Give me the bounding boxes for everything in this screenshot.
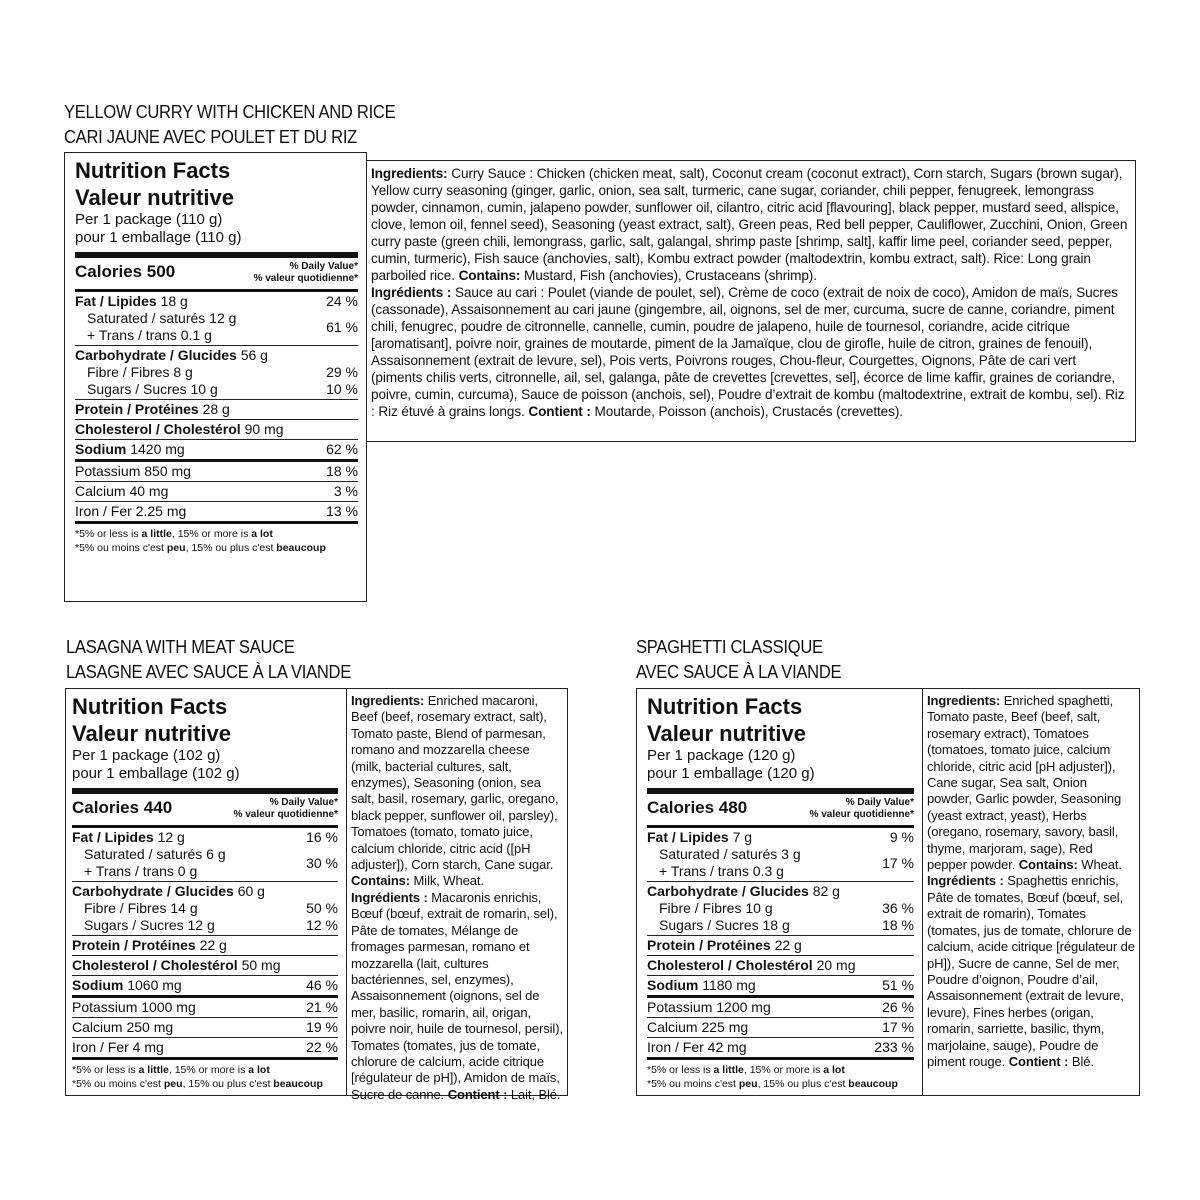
trans-label: + Trans / trans 0.1 g	[87, 327, 212, 343]
ingredients-en-text: Enriched spaghetti, Tomato paste, Beef (beef, salt, rosemary extract), Tomatoes (tomatoes, tomato juice, calcium chloride, citric acid [pH adjuster]), Cane sugar, Sea salt, Onion powder, Garlic powder, Seasoning (yeast extract, yeast), Herbs (oregano, rosemary, savory, basil, thyme, marjoram, sage), Red pepper powder.	[927, 693, 1122, 873]
sodium-amount: 1180 mg	[698, 977, 756, 993]
footnote-en: *5% or less is a little, 15% or more is a lot	[647, 1064, 845, 1076]
cholesterol-amount: 20 mg	[812, 957, 856, 973]
daily-value-en: % Daily Value*	[845, 797, 914, 808]
heading-fr: Valeur nutritive	[75, 185, 234, 210]
calories-value: Calories 500	[75, 262, 176, 281]
product-title-en: LASAGNA WITH MEAT SAUCE	[66, 637, 295, 657]
contains-en-text: Wheat.	[1077, 857, 1122, 873]
protein-amount: 22 g	[770, 937, 802, 953]
cholesterol-row	[75, 420, 358, 440]
nutrition-facts-table	[636, 688, 923, 1096]
protein-row	[75, 400, 358, 420]
product-title-en: YELLOW CURRY WITH CHICKEN AND RICE	[64, 102, 396, 122]
ingredients-box	[366, 160, 1136, 442]
cholesterol-row	[72, 956, 338, 976]
fibre-dv: 50 %	[306, 900, 338, 916]
daily-value-fr: % valeur quotidienne*	[253, 273, 358, 284]
potassium-row	[647, 998, 914, 1018]
iron-dv: 13 %	[326, 503, 358, 519]
contains-fr-label: Contient :	[447, 1086, 508, 1102]
calories-row	[72, 794, 338, 828]
saturated-label: Saturated / saturés 12 g	[87, 310, 237, 326]
contains-fr-text: Blé.	[1068, 1053, 1094, 1069]
product-title-fr: CARI JAUNE AVEC POULET ET DU RIZ	[64, 127, 358, 147]
ingredients-fr-text: Sauce au cari : Poulet (viande de poulet, sel), Crème de coco (extrait de noix de coco), Amidon de maïs, Sucres (cassonade), Assaisonnement au cari jaune (gingembre, ail, oignons, sel de mer, curcuma, sucre de canne, coriandre, piment chili, fenugrec, poudre de citronnelle, cannelle, cumin, poudre de jalapeno, huile de tournesol, coriandre, acide citrique [aromatisant], poivre noir, graines de moutarde, piment de la Jamaïque, clou de girofle, huile de citron, graines de fenouil), Assaisonnement (extrait de levure, sel), Pois verts, Poivrons rouges, Chou-fleur, Courgettes, Oignons, Pâte de cari vert (piments chilis verts, citronnelle, ail, sel, galanga, pâte de crevettes [crevettes, sel], écorce de lime kaffir, graines de coriandre, poivre, cumin, curcuma), Sauce de poisson (anchois, sel), Poudre d’extrait de kombu (maltodextrine, extrait de kombu, sel). Riz : Riz étuvé à grains longs.	[371, 285, 1125, 419]
protein-row	[647, 936, 914, 956]
fibre-label: Fibre / Fibres 14 g	[84, 900, 198, 916]
ingredients-fr-text: Spaghettis enrichis, Pâte de tomates, Bœuf (bœuf, sel, extrait de romarin), Tomates (tomates, jus de tomate, chlorure de calcium, acide citrique [régulateur de pH]), Sucre de canne, Sel de mer, Poudre d’oignon, Poudre d’ail, Assaisonnement (extrait de levure, levure), Fines herbes (origan, romarin, sarriette, basilic, thym, marjolaine, sauge), Poudre de piment rouge.	[927, 873, 1135, 1069]
fibre-label: Fibre / Fibres 8 g	[87, 364, 193, 380]
fat-dv: 9 %	[889, 829, 914, 845]
heading-en: Nutrition Facts	[75, 158, 231, 183]
nutrition-facts-table	[64, 152, 367, 602]
sodium-row	[647, 976, 914, 998]
product-title-fr: AVEC SAUCE À LA VIANDE	[636, 662, 842, 682]
ingredients-en-label: Ingredients:	[351, 693, 425, 708]
sugars-label: Sugars / Sucres 12 g	[84, 917, 215, 933]
ingredients-fr	[371, 284, 1131, 420]
footnote-fr: *5% ou moins c'est peu, 15% ou plus c'est beaucoup	[72, 1078, 323, 1090]
potassium-label: Potassium 1200 mg	[647, 999, 771, 1015]
footnote	[647, 1060, 914, 1094]
daily-value-fr: % valeur quotidienne*	[233, 809, 338, 820]
saturated-label: Saturated / saturés 3 g	[659, 846, 801, 862]
ingredients-en	[351, 693, 563, 890]
saturated-dv: 30 %	[306, 855, 338, 871]
fat-amount: 12 g	[153, 829, 185, 845]
fat-label: Fat / Lipides	[72, 829, 154, 845]
footnote-fr: *5% ou moins c'est peu, 15% ou plus c'est beaucoup	[647, 1078, 898, 1090]
sodium-amount: 1060 mg	[123, 977, 182, 993]
calcium-row	[647, 1018, 914, 1038]
sugars-label: Sugars / Sucres 18 g	[659, 917, 790, 933]
contains-fr-text: Lait, Blé.	[507, 1086, 561, 1102]
serving-size-en: Per 1 package (120 g)	[647, 747, 796, 764]
footnote-en: *5% or less is a little, 15% or more is a lot	[72, 1064, 270, 1076]
contains-en-label: Contains:	[458, 268, 521, 283]
cholesterol-row	[647, 956, 914, 976]
trans-label: + Trans / trans 0 g	[84, 863, 198, 879]
product-title-en: SPAGHETTI CLASSIQUE	[636, 637, 823, 657]
sodium-row	[72, 976, 338, 998]
carbohydrate-group	[75, 346, 358, 400]
carbohydrate-label: Carbohydrate / Glucides	[75, 347, 237, 363]
sodium-dv: 62 %	[326, 441, 358, 457]
fat-amount: 7 g	[728, 829, 753, 845]
iron-row	[647, 1038, 914, 1060]
ingredients-en-label: Ingredients:	[371, 166, 448, 181]
fat-group	[647, 828, 914, 882]
ingredients-box	[346, 688, 568, 1102]
sodium-label: Sodium	[72, 977, 124, 993]
daily-value-header	[254, 261, 358, 285]
fat-group	[75, 292, 358, 346]
serving-size-en: Per 1 package (102 g)	[72, 747, 221, 764]
sugars-dv: 18 %	[882, 917, 914, 933]
footnote	[72, 1060, 338, 1094]
ingredients-fr	[351, 890, 563, 1103]
serving-size-en: Per 1 package (110 g)	[75, 211, 223, 228]
carbohydrate-label: Carbohydrate / Glucides	[647, 883, 809, 899]
daily-value-en: % Daily Value*	[289, 261, 358, 272]
fibre-label: Fibre / Fibres 10 g	[659, 900, 773, 916]
carbohydrate-group	[72, 882, 338, 936]
sodium-amount: 1420 mg	[126, 441, 185, 457]
daily-value-en: % Daily Value*	[269, 797, 338, 808]
iron-label: Iron / Fer 42 mg	[647, 1039, 747, 1055]
ingredients-en-text: Enriched macaroni, Beef (beef, rosemary extract, salt), Tomato paste, Blend of parmesan, romano and mozzarella cheese (milk, bacterial cultures, salt, enzymes), Seasoning (onion, sea salt, basil, rosemary, garlic, oregano, black pepper, sunflower oil, parsley), Tomatoes (tomato, tomato juice, calcium chloride, citric acid ([pH adjuster]), Corn starch, Cane sugar.	[351, 693, 559, 873]
saturated-label: Saturated / saturés 6 g	[84, 846, 226, 862]
fat-label: Fat / Lipides	[75, 293, 157, 309]
ingredients-fr	[927, 873, 1135, 1070]
heading-fr: Valeur nutritive	[72, 721, 231, 746]
ingredients-en-text: Curry Sauce : Chicken (chicken meat, salt), Coconut cream (coconut extract), Corn starch, Sugars (brown sugar), Yellow curry seasoning (ginger, garlic, onion, sea salt, turmeric, cane sugar, coriander, chili pepper, fenugreek, lemongrass powder, cinnamon, cumin, jalapeno powder, sunflower oil, cilantro, citric acid [flavouring], black pepper, mustard seed, allspice, clove, lemon oil, fennel seed), Seasoning (yeast extract, salt), Green peas, Red bell pepper, Cauliflower, Zucchini, Onion, Green curry paste (green chili, lemongrass, garlic, salt, galangal, shrimp paste [shrimp, salt], kaffir lime peel, coriander seed, pepper, cumin, turmeric), Fish sauce (anchovies, salt), Kombu extract powder (maltodextrin, kombu extract, salt). Rice: Long grain parboiled rice.	[371, 166, 1128, 283]
product-title-fr: LASAGNE AVEC SAUCE À LA VIANDE	[66, 662, 352, 682]
calcium-row	[72, 1018, 338, 1038]
serving-size-fr: pour 1 emballage (102 g)	[72, 765, 240, 782]
calories-value: Calories 480	[647, 798, 748, 817]
serving-size-fr: pour 1 emballage (120 g)	[647, 765, 815, 782]
fat-dv: 16 %	[306, 829, 338, 845]
ingredients-fr-label: Ingrédients :	[351, 889, 428, 905]
calcium-dv: 17 %	[882, 1019, 914, 1035]
iron-label: Iron / Fer 2.25 mg	[75, 503, 187, 519]
iron-dv: 233 %	[874, 1039, 914, 1055]
fat-dv: 24 %	[326, 293, 358, 309]
ingredients-box	[922, 688, 1140, 1096]
calcium-row	[75, 482, 358, 502]
protein-label: Protein / Protéines	[647, 937, 771, 953]
ingredients-en-label: Ingredients:	[927, 693, 1001, 708]
calories-row	[647, 794, 914, 828]
heading-en: Nutrition Facts	[647, 694, 803, 719]
sodium-label: Sodium	[647, 977, 699, 993]
sodium-dv: 51 %	[882, 977, 914, 993]
daily-value-fr: % valeur quotidienne*	[809, 809, 914, 820]
potassium-label: Potassium 1000 mg	[72, 999, 196, 1015]
cholesterol-label: Cholesterol / Cholestérol	[75, 421, 241, 437]
ingredients-fr-text: Macaronis enrichis, Bœuf (bœuf, extrait de romarin, sel), Pâte de tomates, Mélange de fromages parmesan, romano et mozzarella (lait, cultures bactériennes, sel, enzymes), Assaisonnement (oignons, sel de mer, basilic, romarin, ail, origan, poivre noir, huile de tournesol, persil), Tomates (tomates, jus de tomate, chlorure de calcium, acide citrique [régulateur de pH]), Amidon de maïs, Sucre de canne.	[351, 889, 563, 1102]
potassium-dv: 18 %	[326, 463, 358, 479]
trans-label: + Trans / trans 0.3 g	[659, 863, 784, 879]
contains-en-text: Mustard, Fish (anchovies), Crustaceans (shrimp).	[520, 268, 817, 283]
heading-fr: Valeur nutritive	[647, 721, 806, 746]
nutrition-facts-table	[65, 688, 347, 1096]
fat-amount: 18 g	[156, 293, 188, 309]
saturated-dv: 17 %	[882, 855, 914, 871]
sugars-label: Sugars / Sucres 10 g	[87, 381, 218, 397]
serving-size-fr: pour 1 emballage (110 g)	[75, 229, 242, 246]
sugars-dv: 10 %	[326, 381, 358, 397]
protein-row	[72, 936, 338, 956]
cholesterol-label: Cholesterol / Cholestérol	[72, 957, 238, 973]
cholesterol-label: Cholesterol / Cholestérol	[647, 957, 813, 973]
calcium-label: Calcium 250 mg	[72, 1019, 174, 1035]
protein-label: Protein / Protéines	[72, 937, 196, 953]
calcium-dv: 3 %	[333, 483, 358, 499]
iron-label: Iron / Fer 4 mg	[72, 1039, 164, 1055]
cholesterol-amount: 50 mg	[237, 957, 281, 973]
sugars-dv: 12 %	[306, 917, 338, 933]
sodium-dv: 46 %	[306, 977, 338, 993]
contains-fr-label: Contient :	[1008, 1053, 1069, 1069]
footnote-en: *5% or less is a little, 15% or more is a lot	[75, 528, 273, 540]
protein-label: Protein / Protéines	[75, 401, 199, 417]
carbohydrate-amount: 56 g	[236, 347, 268, 363]
carbohydrate-group	[647, 882, 914, 936]
daily-value-header	[234, 797, 338, 821]
iron-row	[75, 502, 358, 524]
contains-en-text: Milk, Wheat.	[410, 873, 484, 889]
calories-row	[75, 258, 358, 292]
saturated-dv: 61 %	[326, 319, 358, 335]
daily-value-header	[810, 797, 914, 821]
fibre-dv: 29 %	[326, 364, 358, 380]
fat-label: Fat / Lipides	[647, 829, 729, 845]
potassium-dv: 21 %	[306, 999, 338, 1015]
ingredients-fr-label: Ingrédients :	[371, 285, 452, 300]
contains-en-label: Contains:	[1018, 857, 1078, 873]
protein-amount: 28 g	[198, 401, 230, 417]
potassium-label: Potassium 850 mg	[75, 463, 191, 479]
calcium-dv: 19 %	[306, 1019, 338, 1035]
cholesterol-amount: 90 mg	[240, 421, 284, 437]
sodium-label: Sodium	[75, 441, 127, 457]
iron-dv: 22 %	[306, 1039, 338, 1055]
potassium-dv: 26 %	[882, 999, 914, 1015]
iron-row	[72, 1038, 338, 1060]
contains-fr-text: Moutarde, Poisson (anchois), Crustacés (crevettes).	[590, 404, 903, 419]
footnote-fr: *5% ou moins c'est peu, 15% ou plus c'est beaucoup	[75, 542, 326, 554]
fat-group	[72, 828, 338, 882]
carbohydrate-amount: 60 g	[233, 883, 265, 899]
potassium-row	[72, 998, 338, 1018]
contains-fr-label: Contient :	[528, 404, 591, 419]
ingredients-en	[927, 693, 1135, 873]
calcium-label: Calcium 40 mg	[75, 483, 169, 499]
calcium-label: Calcium 225 mg	[647, 1019, 749, 1035]
carbohydrate-label: Carbohydrate / Glucides	[72, 883, 234, 899]
calories-value: Calories 440	[72, 798, 173, 817]
carbohydrate-amount: 82 g	[808, 883, 840, 899]
sodium-row	[75, 440, 358, 462]
heading-en: Nutrition Facts	[72, 694, 228, 719]
contains-en-label: Contains:	[351, 873, 411, 889]
footnote	[75, 524, 358, 558]
ingredients-fr-label: Ingrédients :	[927, 873, 1004, 889]
protein-amount: 22 g	[195, 937, 227, 953]
potassium-row	[75, 462, 358, 482]
ingredients-en	[371, 165, 1131, 284]
fibre-dv: 36 %	[882, 900, 914, 916]
